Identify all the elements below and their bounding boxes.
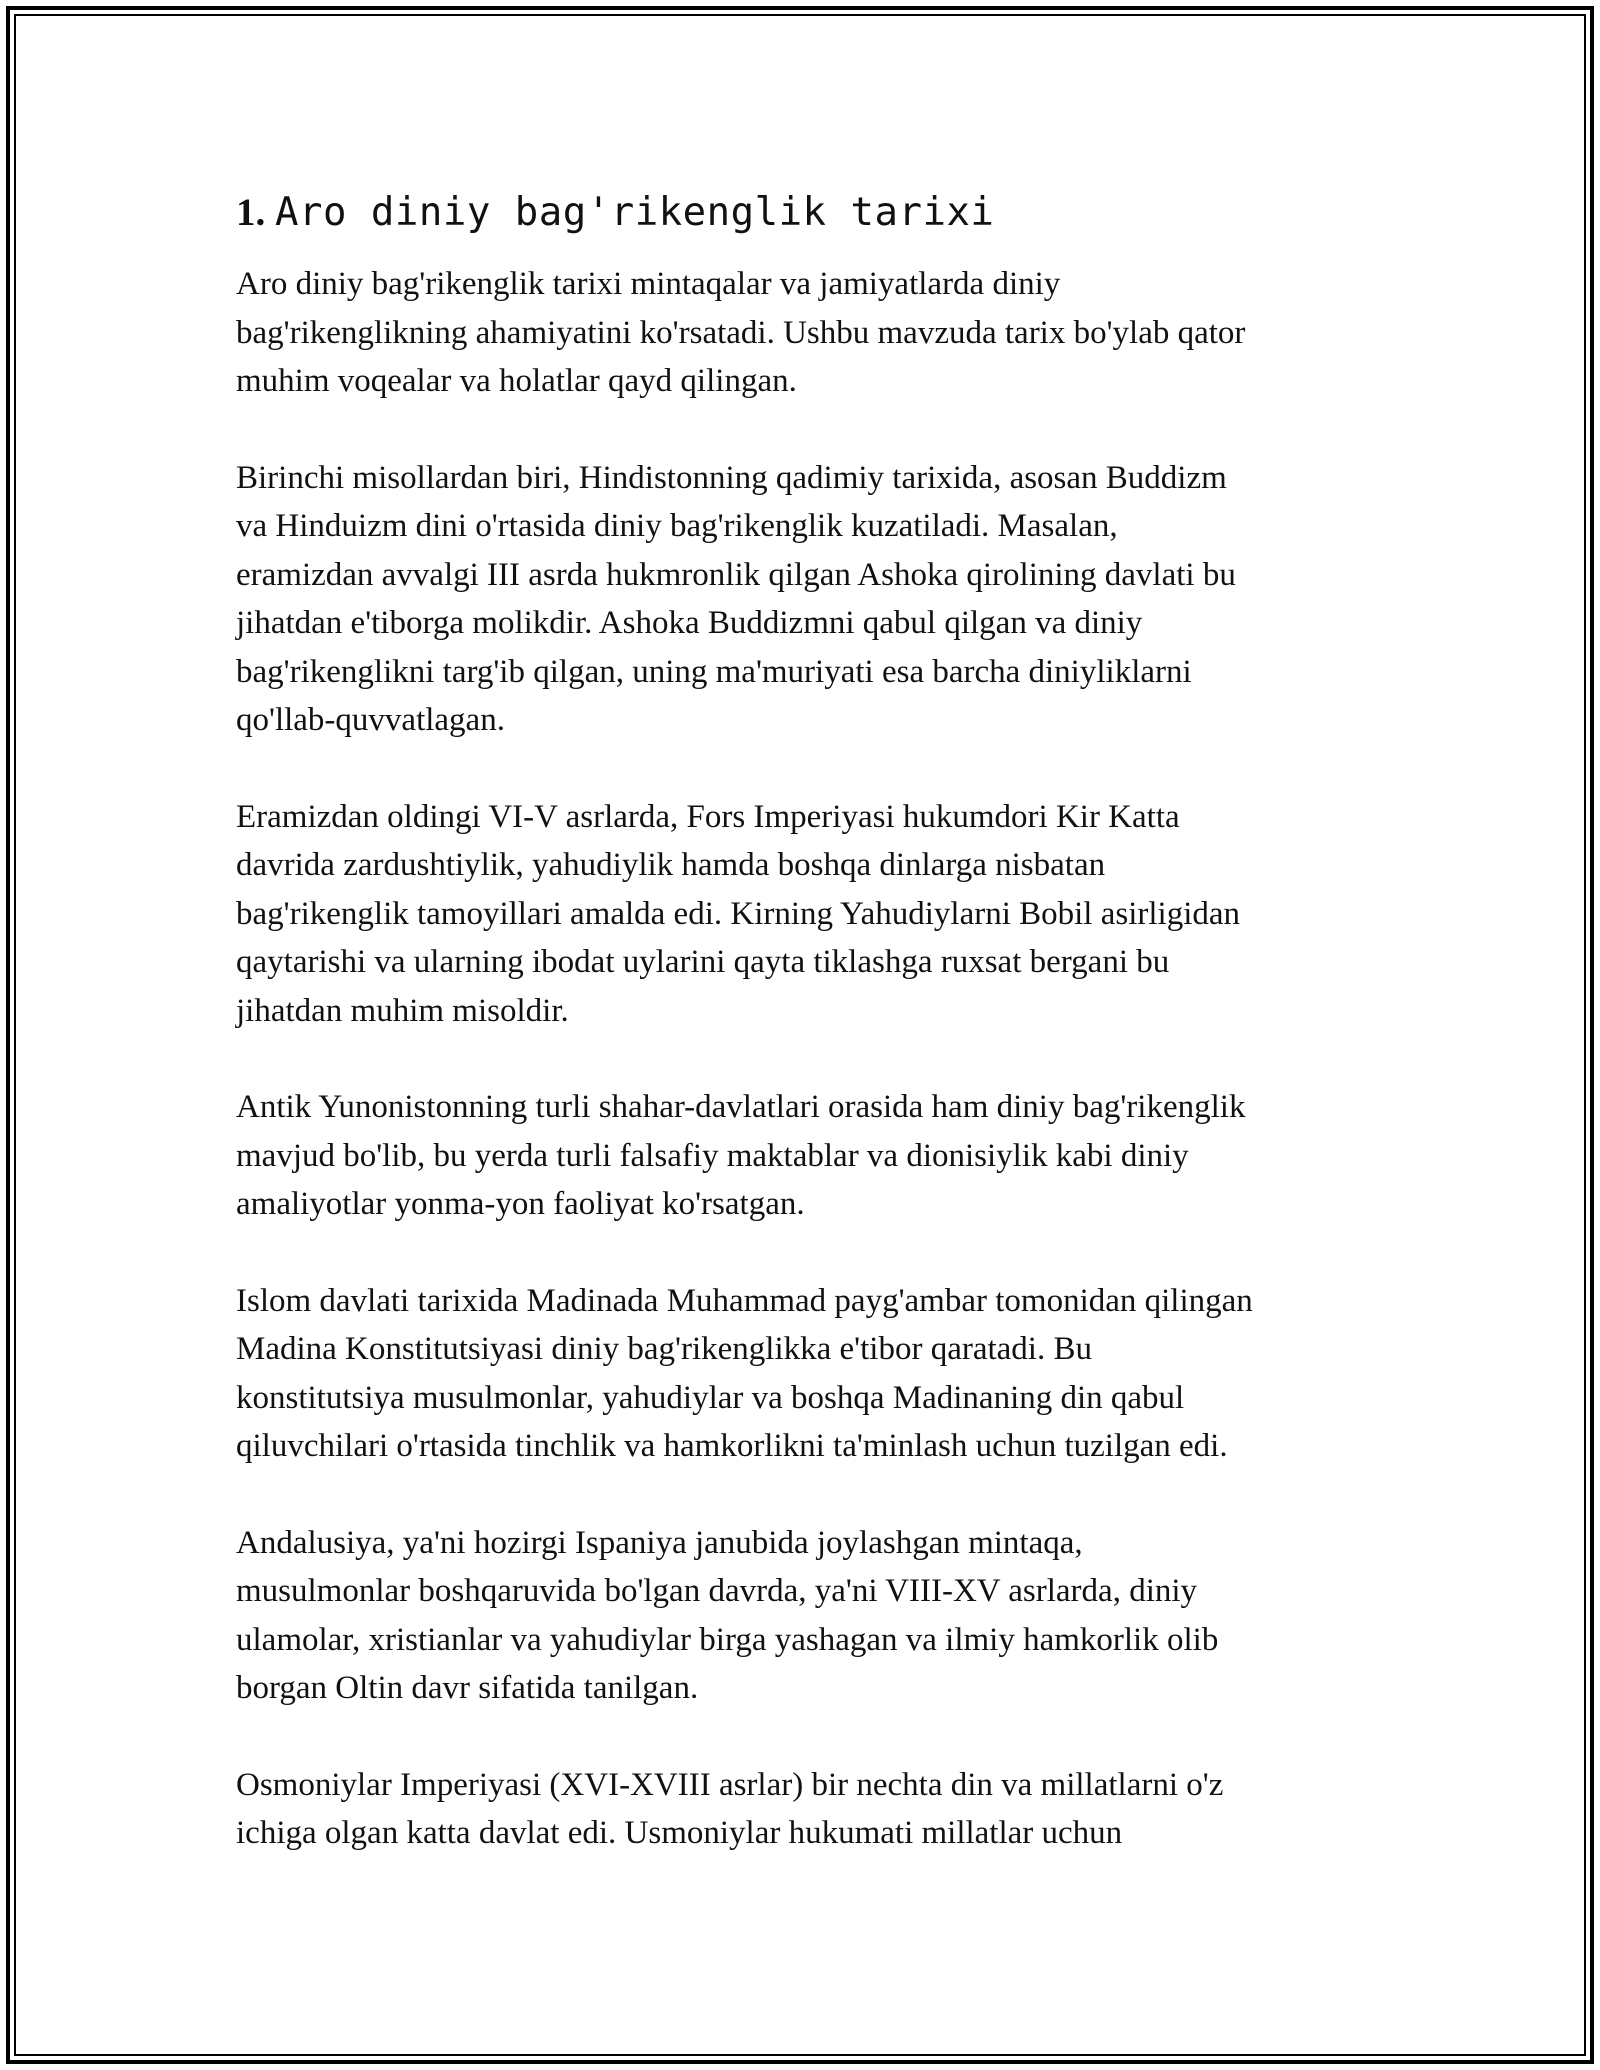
- paragraph-line: Aro diniy bag'rikenglik tarixi mintaqalar va jamiyatlarda diniy: [236, 266, 1061, 302]
- paragraph: [236, 1083, 1396, 1229]
- paragraph-line: ichiga olgan katta davlat edi. Usmoniylar hukumati millatlar uchun: [236, 1815, 1123, 1851]
- paragraph-line: bag'rikenglikning ahamiyatini ko'rsatadi. Ushbu mavzuda tarix bo'ylab qator: [236, 314, 1246, 351]
- paragraph: [236, 260, 1396, 406]
- paragraph-line: ulamolar, xristianlar va yahudiylar birga yashagan va ilmiy hamkorlik olib: [236, 1621, 1219, 1658]
- paragraph-line: qaytarishi va ularning ibodat uylarini qayta tiklashga ruxsat bergani bu: [236, 944, 1170, 980]
- section-number: 1.: [236, 191, 266, 234]
- paragraph-line: bag'rikenglikni targ'ib qilgan, uning ma'muriyati esa barcha diniyliklarni: [236, 653, 1192, 690]
- paragraph-line: Antik Yunonistonning turli shahar-davlatlari orasida ham diniy bag'rikenglik: [236, 1089, 1246, 1125]
- document-body: [236, 186, 1396, 1906]
- section-title: Aro diniy bag'rikenglik tarixi: [275, 190, 995, 235]
- paragraph-line: Birinchi misollardan biri, Hindistonning qadimiy tarixida, asosan Buddizm: [236, 459, 1227, 496]
- paragraph-line: Osmoniylar Imperiyasi (XVI-XVIII asrlar) bir nechta din va millatlarni o'z: [236, 1766, 1224, 1803]
- paragraph-line: Andalusiya, ya'ni hozirgi Ispaniya janubida joylashgan mintaqa,: [236, 1524, 1083, 1561]
- section-heading: [236, 186, 1396, 240]
- paragraph-line: bag'rikenglik tamoyillari amalda edi. Kirning Yahudiylarni Bobil asirligidan: [236, 895, 1241, 932]
- paragraph-line: eramizdan avvalgi III asrda hukmronlik qilgan Ashoka qirolining davlati bu: [236, 556, 1236, 593]
- paragraph-line: musulmonlar boshqaruvida bo'lgan davrda, ya'ni VIII-XV asrlarda, diniy: [236, 1573, 1198, 1609]
- paragraph-line: muhim voqealar va holatlar qayd qilingan.: [236, 363, 797, 399]
- paragraph-line: jihatdan e'tiborga molikdir. Ashoka Buddizmni qabul qilgan va diniy: [236, 605, 1143, 641]
- paragraph-line: konstitutsiya musulmonlar, yahudiylar va boshqa Madinaning din qabul: [236, 1379, 1185, 1416]
- paragraph-line: amaliyotlar yonma-yon faoliyat ko'rsatgan.: [236, 1186, 805, 1222]
- paragraph: [236, 1761, 1396, 1858]
- paragraph-line: va Hinduizm dini o'rtasida diniy bag'rikenglik kuzatiladi. Masalan,: [236, 508, 1118, 544]
- paragraph-line: mavjud bo'lib, bu yerda turli falsafiy maktablar va dionisiylik kabi diniy: [236, 1137, 1189, 1174]
- paragraph-list: [236, 260, 1396, 1858]
- paragraph-line: jihatdan muhim misoldir.: [236, 992, 569, 1029]
- paragraph: [236, 1519, 1396, 1713]
- paragraph: [236, 793, 1396, 1036]
- paragraph-line: borgan Oltin davr sifatida tanilgan.: [236, 1670, 699, 1706]
- paragraph-line: qiluvchilari o'rtasida tinchlik va hamkorlikni ta'minlash uchun tuzilgan edi.: [236, 1428, 1228, 1464]
- paragraph: [236, 454, 1396, 745]
- paragraph: [236, 1277, 1396, 1471]
- paragraph-line: Madina Konstitutsiyasi diniy bag'rikenglikka e'tibor qaratadi. Bu: [236, 1331, 1092, 1367]
- paragraph-line: Eramizdan oldingi VI-V asrlarda, Fors Imperiyasi hukumdori Kir Katta: [236, 798, 1180, 835]
- paragraph-line: davrida zardushtiylik, yahudiylik hamda boshqa dinlarga nisbatan: [236, 847, 1106, 883]
- paragraph-line: Islom davlati tarixida Madinada Muhammad payg'ambar tomonidan qilingan: [236, 1282, 1253, 1319]
- paragraph-line: qo'llab-quvvatlagan.: [236, 702, 505, 738]
